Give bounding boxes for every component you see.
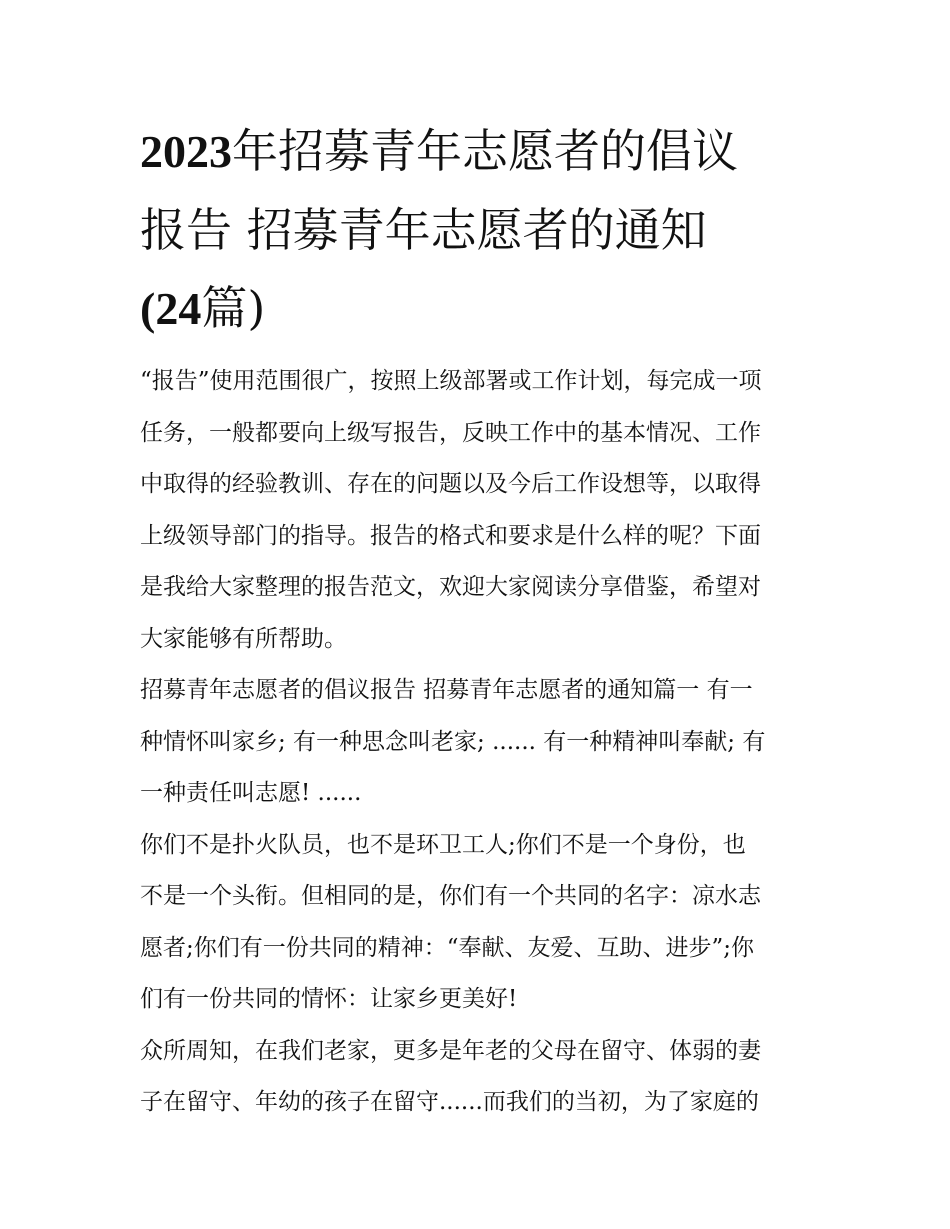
paragraph-line: 子在留守、年幼的孩子在留守......而我们的当初，为了家庭的	[140, 1089, 759, 1115]
paragraph-line: 上级领导部门的指导。报告的格式和要求是什么样的呢？下面	[140, 522, 761, 549]
paragraph-line: 你们不是扑火队员，也不是环卫工人;你们不是一个身份，也	[140, 831, 746, 858]
paragraph-line: 大家能够有所帮助。	[140, 625, 347, 652]
document-title	[140, 112, 830, 348]
paragraph-line: 愿者;你们有一份共同的精神：“奉献、友爱、互助、进步”;你	[140, 934, 755, 961]
paragraph-line: “报告”使用范围很广，按照上级部署或工作计划，每完成一项	[140, 368, 762, 394]
paragraph-line: 中取得的经验教训、存在的问题以及今后工作设想等，以取得	[140, 471, 761, 497]
paragraph-line: 种情怀叫家乡; 有一种思念叫老家; ...... 有一种精神叫奉献; 有	[140, 728, 766, 755]
paragraph-line: 招募青年志愿者的倡议报告 招募青年志愿者的通知篇一 有一	[140, 677, 753, 703]
paragraph-line: 任务，一般都要向上级写报告，反映工作中的基本情况、工作	[140, 419, 761, 446]
title-count: (24	[140, 283, 202, 334]
paragraph-line: 众所周知，在我们老家，更多是年老的父母在留守、体弱的妻	[140, 1037, 761, 1064]
document-body	[140, 356, 830, 1129]
title-line-3	[140, 269, 830, 348]
paragraph-volunteers	[140, 820, 830, 1026]
title-line-3-text: 篇)	[201, 281, 266, 335]
paragraph-intro	[140, 356, 830, 665]
paragraph-hometown	[140, 1026, 830, 1129]
paragraph-section-one	[140, 665, 830, 820]
title-line-1-text: 年招募青年志愿者的倡议	[232, 124, 738, 178]
title-line-2: 报告 招募青年志愿者的通知	[140, 203, 707, 257]
paragraph-line: 是我给大家整理的报告范文，欢迎大家阅读分享借鉴，希望对	[140, 574, 761, 600]
paragraph-line: 们有一份共同的情怀：让家乡更美好!	[140, 986, 518, 1012]
paragraph-line: 不是一个头衔。但相同的是，你们有一个共同的名字：凉水志	[140, 883, 761, 909]
paragraph-line: 一种责任叫志愿! ......	[140, 780, 362, 806]
title-line-1	[140, 112, 830, 191]
title-year: 2023	[140, 126, 232, 177]
